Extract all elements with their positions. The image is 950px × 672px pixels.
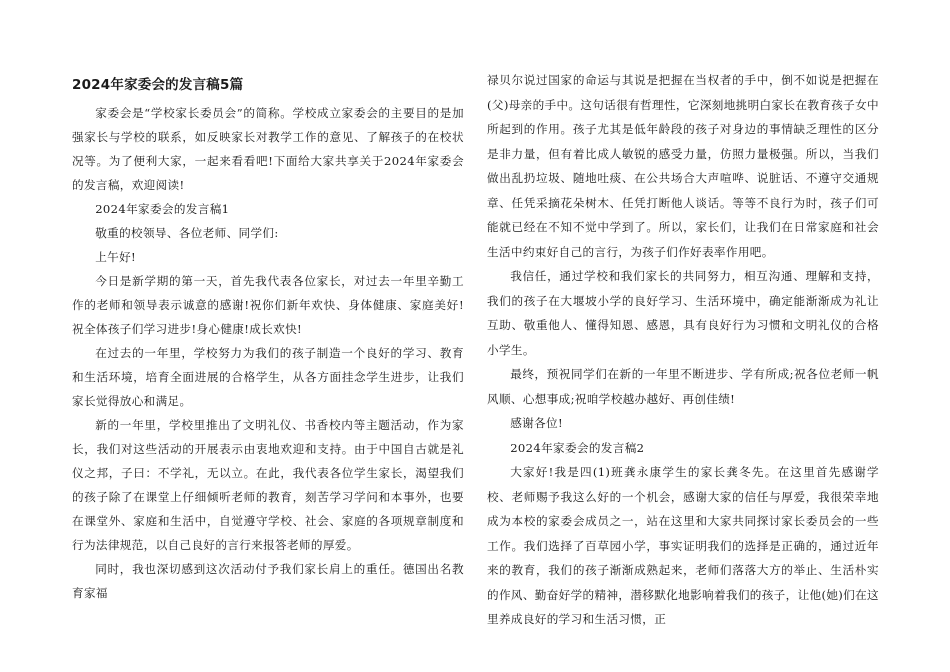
speech-2-heading: 2024年家委会的发言稿2 xyxy=(510,440,645,455)
paragraph: 同时，我也深切感到这次活动付予我们家长肩上的重任。德国出名教育家福 xyxy=(72,562,464,600)
speech-1-heading: 2024年家委会的发言稿1 xyxy=(95,202,230,216)
thanks-line: 感谢各位! xyxy=(510,416,563,430)
document-title: 2024年家委会的发言稿5篇 xyxy=(72,77,244,93)
paragraph-continued: 禄贝尔说过国家的命运与其说是把握在当权者的手中，倒不如说是把握在(父)母亲的手中。这句话很有哲理性，它深刻地挑明白家长在教育孩子女中所起到的作用。孩子尤其是低年龄段的孩子对身边的事情缺乏理性的区分是非力量，但有着比成人敏锐的感受力量，仿照力量极强。所以，当我们做出乱扔垃圾、随地吐痰、在公共场合大声喧哗、说脏话、不遵守交通规章、任凭采摘花朵树木、任凭打断他人谈话。等等不良行为时，孩子们可能就已经在不知不觉中学到了。所以，家长们，让我们在日常家庭和社会生活中约束好自己的言行，为孩子们作好表率作用吧。 xyxy=(487,73,879,259)
paragraph: 新的一年里，学校里推出了文明礼仪、书香校内等主题活动，作为家长，我们对这些活动的开展表示由衷地欢迎和支持。由于中国自古就是礼仪之邦，子曰：不学礼，无以立。在此，我代表各位学生家长，渴望我们的孩子除了在课堂上仔细倾听老师的教育，刻苦学习学问和本事外，也要在课堂外、家庭和生活中，自觉遵守学校、社会、家庭的各项规章制度和行为法律规范，以自己良好的言行来报答老师的厚爱。 xyxy=(72,418,464,552)
intro-paragraph: 家委会是“学校家长委员会”的简称。学校成立家委会的主要目的是加强家长与学校的联系，如反映家长对教学工作的意见、了解孩子的在校状况等。为了便利大家，一起来看看吧!下面给大家共享关于2024年家委会的发言稿，欢迎阅读! xyxy=(72,106,464,192)
paragraph: 今日是新学期的第一天，首先我代表各位家长，对过去一年里辛勤工作的老师和领导表示诚意的感谢!祝你们新年欢快、身体健康、家庭美好!祝全体孩子们学习进步!身心健康!成长欢快! xyxy=(72,274,464,336)
greeting: 上午好! xyxy=(95,250,137,264)
paragraph: 最终，预祝同学们在新的一年里不断进步、学有所成;祝各位老师一帆风顺、心想事成;祝咱学校越办越好、再创佳绩! xyxy=(487,367,879,406)
salutation: 敬重的校领导、各位老师、同学们: xyxy=(95,226,279,240)
paragraph: 大家好!我是四(1)班龚永康学生的家长龚冬先。在这里首先感谢学校、老师赐予我这么好的一个机会，感谢大家的信任与厚爱，我很荣幸地成为本校的家委会成员之一，站在这里和大家共同探讨家长委员会的一些工作。我们选择了百草园小学，事实证明我们的选择是正确的，通过近年来的教育，我们的孩子渐渐成熟起来，老师们落落大方的举止、生活朴实的作风、勤奋好学的精神，潜移默化地影响着我们的孩子，让他(她)们在这里养成良好的学习和生活习惯，正 xyxy=(487,465,879,626)
paragraph: 在过去的一年里，学校努力为我们的孩子制造一个良好的学习、教育和生活环境，培育全面进展的合格学生，从各方面挂念学生进步，让我们家长觉得放心和满足。 xyxy=(72,346,464,408)
paragraph: 我信任，通过学校和我们家长的共同努力，相互沟通、理解和支持，我们的孩子在大堰坡小学的良好学习、生活环境中，确定能渐渐成为礼让互助、敬重他人、懂得知恩、感恩，具有良好行为习惯和文明礼仪的合格小学生。 xyxy=(487,269,879,357)
left-column xyxy=(72,76,464,605)
right-column xyxy=(487,68,879,632)
